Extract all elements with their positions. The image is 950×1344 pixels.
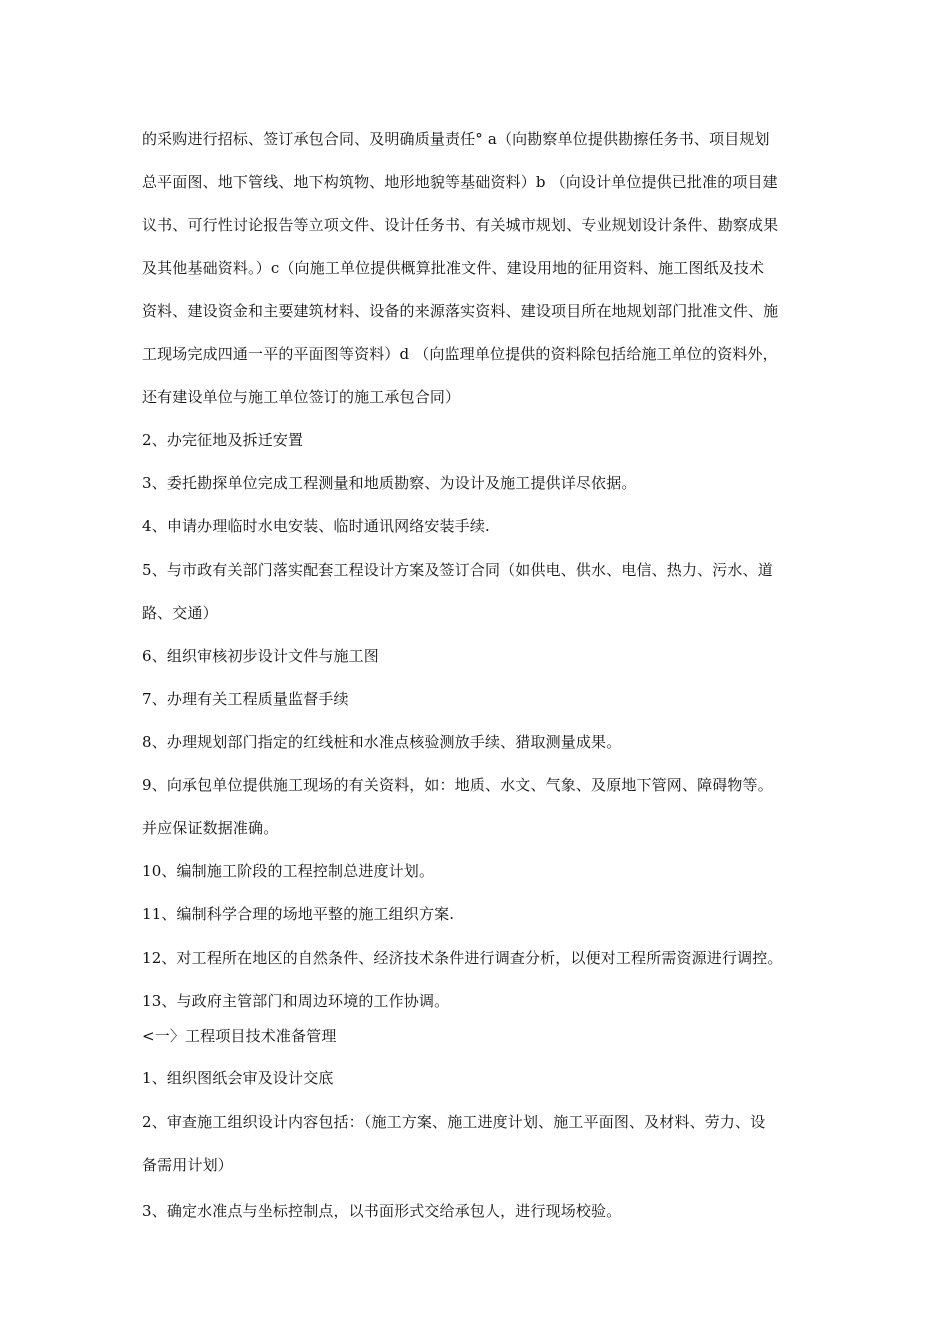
list-item: 5、与市政有关部门落实配套工程设计方案及签订合同（如供电、供水、电信、热力、污水、道 (142, 561, 773, 579)
text-line: 总平面图、地下管线、地下构筑物、地形地貌等基础资料）b （向设计单位提供已批准的项目建 (142, 173, 778, 191)
section-heading: <一〉工程项目技术准备管理 (142, 1027, 337, 1045)
list-item: 12、对工程所在地区的自然条件、经济技术条件进行调查分析，以便对工程所需资源进行调控。 (142, 949, 783, 967)
text-line: 工现场完成四通一平的平面图等资料）d （向监理单位提供的资料除包括给施工单位的资料外， (142, 345, 778, 363)
list-item: 13、与政府主管部门和周边环境的工作协调。 (142, 992, 450, 1010)
list-item: 7、办理有关工程质量监督手续 (142, 690, 349, 708)
text-line: 并应保证数据准确。 (142, 819, 279, 837)
list-item: 11、编制科学合理的场地平整的施工组织方案. (142, 905, 455, 923)
list-item: 3、确定水准点与坐标控制点，以书面形式交给承包人，进行现场校验。 (142, 1202, 622, 1220)
list-item: 2、审查施工组织设计内容包括：（施工方案、施工进度计划、施工平面图、及材料、劳力、设 (142, 1113, 766, 1131)
list-item: 8、办理规划部门指定的红线桩和水准点核验测放手续、猎取测量成果。 (142, 733, 622, 751)
text-line: 路、交通） (142, 604, 218, 622)
list-item: 4、申请办理临时水电安装、临时通讯网络安装手续. (142, 517, 490, 535)
text-line: 的采购进行招标、签订承包合同、及明确质量责任° a（向勘察单位提供勘擦任务书、项目规划 (142, 130, 770, 148)
text-line: 资料、建设资金和主要建筑材料、设备的来源落实资料、建设项目所在地规划部门批准文件、施 (142, 302, 779, 320)
list-item: 9、向承包单位提供施工现场的有关资料，如：地质、水文、气象、及原地下管网、障碍物等。 (142, 776, 773, 794)
list-item: 6、组织审核初步设计文件与施工图 (142, 647, 379, 665)
list-item: 2、办完征地及拆迁安置 (142, 431, 304, 449)
text-line: 议书、可行性讨论报告等立项文件、设计任务书、有关城市规划、专业规划设计条件、勘察成果 (142, 216, 779, 234)
list-item: 1、组织图纸会审及设计交底 (142, 1069, 334, 1087)
text-line: 备需用计划） (142, 1156, 233, 1174)
list-item: 3、委托勘探单位完成工程测量和地质勘察、为设计及施工提供详尽依据。 (142, 474, 637, 492)
text-line: 及其他基础资料。）c（向施工单位提供概算批准文件、建设用地的征用资料、施工图纸及技术 (142, 259, 765, 277)
list-item: 10、编制施工阶段的工程控制总进度计划。 (142, 862, 435, 880)
text-line: 还有建设单位与施工单位签订的施工承包合同） (142, 388, 461, 406)
